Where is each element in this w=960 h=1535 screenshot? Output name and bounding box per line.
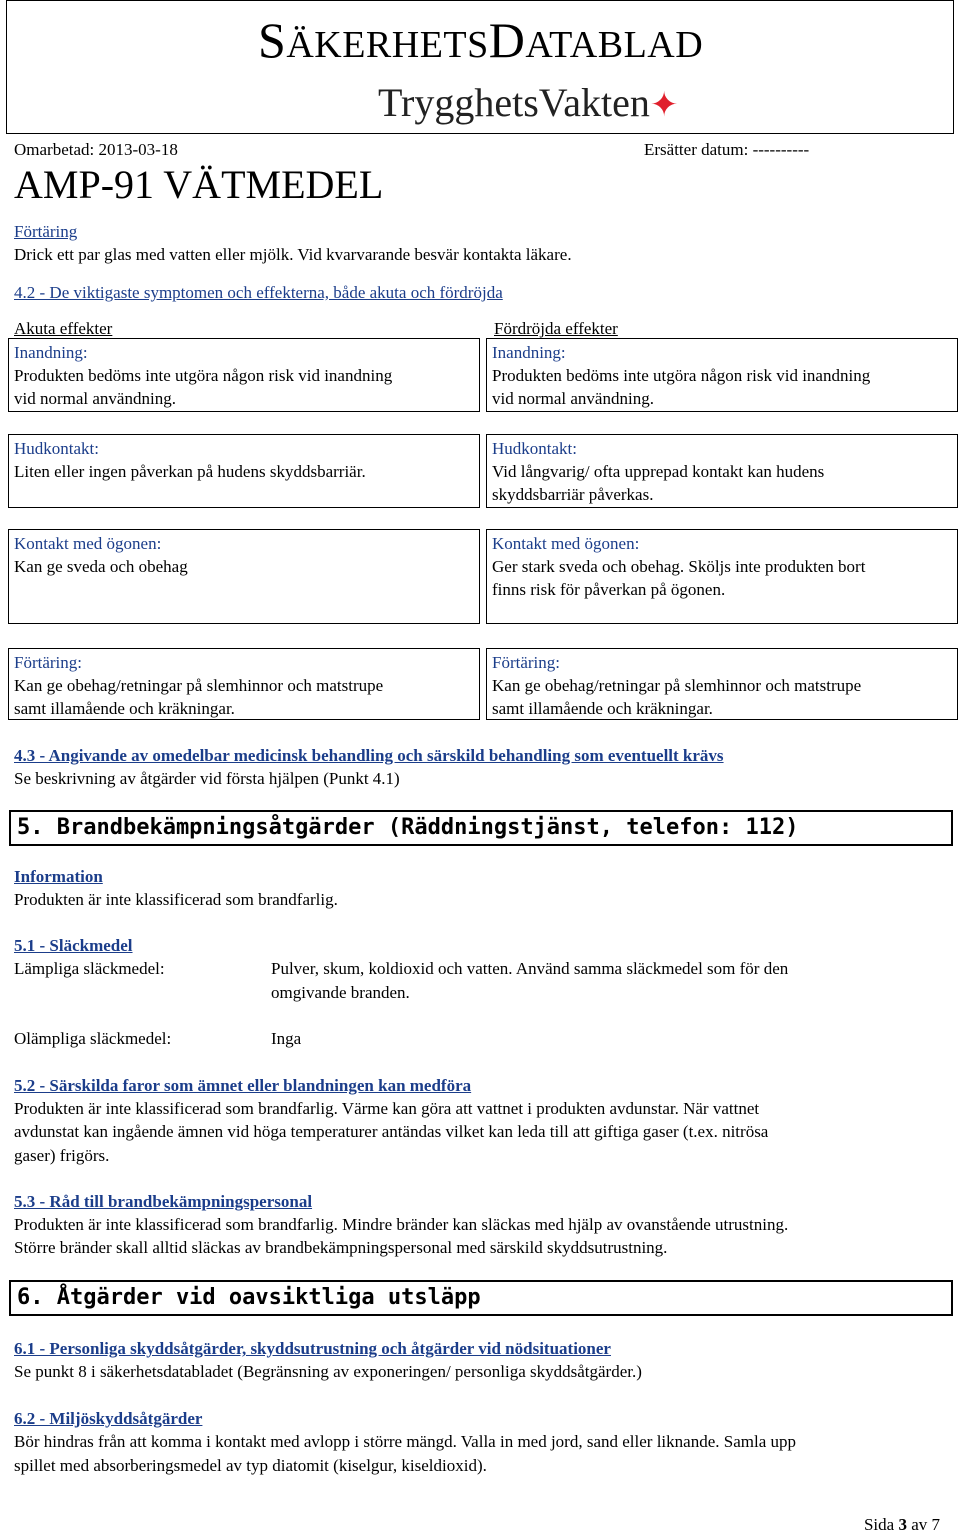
section-6-1-text: Se punkt 8 i säkerhetsdatabladet (Begränsning av exponeringen/ personliga skyddsåtgärder.)	[14, 1362, 642, 1381]
delayed-inhalation-text2: vid normal användning.	[492, 389, 654, 408]
section-6-bar: 6. Åtgärder vid oavsiktliga utsläpp	[9, 1280, 953, 1316]
info-text: Produkten är inte klassificerad som brandfarlig.	[14, 890, 338, 909]
page-number: Sida 3 av 7	[863, 1515, 940, 1534]
star-icon: ✦	[649, 87, 679, 124]
delayed-skin-text1: Vid långvarig/ ofta upprepad kontakt kan hudens	[492, 462, 825, 481]
section-4-3-text: Se beskrivning av åtgärder vid första hjälpen (Punkt 4.1)	[14, 769, 400, 788]
delayed-skin-label: Hudkontakt:	[492, 439, 577, 458]
acute-ingestion-label: Förtäring:	[14, 653, 82, 672]
replaces-date: Ersätter datum: ----------	[644, 140, 810, 159]
acute-inhalation-text1: Produkten bedöms inte utgöra någon risk vid inandning	[14, 366, 393, 385]
section-5-1-heading: 5.1 - Släckmedel	[14, 936, 133, 955]
delayed-skin-text2: skyddsbarriär påverkas.	[492, 485, 654, 504]
acute-inhalation-text2: vid normal användning.	[14, 389, 176, 408]
delayed-ingestion-label: Förtäring:	[492, 653, 560, 672]
delayed-ingestion-text2: samt illamående och kräkningar.	[492, 699, 713, 718]
acute-inhalation-box	[8, 338, 480, 412]
section-6-1-heading: 6.1 - Personliga skyddsåtgärder, skyddsutrustning och åtgärder vid nödsituationer	[14, 1339, 611, 1358]
section-5-2-text1: Produkten är inte klassificerad som brandfarlig. Värme kan göra att vattnet i produkten avdunstar. När vattnet	[14, 1099, 760, 1118]
suitable-extinguisher-text2: omgivande branden.	[271, 983, 410, 1002]
acute-skin-label: Hudkontakt:	[14, 439, 99, 458]
document-title: SÄKERHETSDATABLAD	[258, 12, 704, 68]
section-5-2-text3: gaser) frigörs.	[14, 1146, 110, 1165]
delayed-eye-text2: finns risk för påverkan på ögonen.	[492, 580, 726, 599]
delayed-inhalation-text1: Produkten bedöms inte utgöra någon risk vid inandning	[492, 366, 871, 385]
section-5-2-text2: avdunstat kan ingående ämnen vid höga temperaturer antändas vilket kan leda till att giftiga gaser (t.ex. nitrösa	[14, 1122, 769, 1141]
suitable-extinguisher-text1: Pulver, skum, koldioxid och vatten. Använd samma släckmedel som för den	[271, 959, 789, 978]
brand-logo: TrygghetsVakten✦	[378, 80, 679, 125]
section-4-2-heading: 4.2 - De viktigaste symptomen och effekterna, både akuta och fördröjda	[14, 283, 503, 302]
section-6-2-text1: Bör hindras från att komma i kontakt med avlopp i större mängd. Valla in med jord, sand eller liknande. Samla upp	[14, 1432, 796, 1451]
section-5-3-text2: Större bränder skall alltid släckas av brandbekämpningspersonal med särskild skyddsutrustning.	[14, 1238, 668, 1257]
delayed-eye-text1: Ger stark sveda och obehag. Sköljs inte produkten bort	[492, 557, 866, 576]
section-5-3-text1: Produkten är inte klassificerad som brandfarlig. Mindre bränder kan släckas med hjälp av ovanstående utrustning.	[14, 1215, 789, 1234]
delayed-effects-heading: Fördröjda effekter	[494, 319, 618, 338]
acute-ingestion-box	[8, 648, 480, 720]
section-6-2-text2: spillet med absorberingsmedel av typ diatomit (kiselgur, kiseldioxid).	[14, 1456, 487, 1475]
delayed-inhalation-label: Inandning:	[492, 343, 566, 362]
delayed-inhalation-box	[486, 338, 958, 412]
unsuitable-extinguisher-label: Olämpliga släckmedel:	[14, 1029, 172, 1048]
delayed-eye-label: Kontakt med ögonen:	[492, 534, 640, 553]
section-5-3-heading: 5.3 - Råd till brandbekämpningspersonal	[14, 1192, 313, 1211]
unsuitable-extinguisher-text: Inga	[271, 1029, 302, 1048]
section-6-2-heading: 6.2 - Miljöskyddsåtgärder	[14, 1409, 203, 1428]
delayed-eye-box	[486, 529, 958, 624]
ingestion-text: Drick ett par glas med vatten eller mjölk. Vid kvarvarande besvär kontakta läkare.	[14, 245, 572, 264]
acute-skin-text1: Liten eller ingen påverkan på hudens skyddsbarriär.	[14, 462, 366, 481]
acute-eye-box	[8, 529, 480, 624]
acute-eye-label: Kontakt med ögonen:	[14, 534, 162, 553]
acute-inhalation-label: Inandning:	[14, 343, 88, 362]
acute-skin-box	[8, 434, 480, 508]
section-4-3-heading: 4.3 - Angivande av omedelbar medicinsk behandling och särskild behandling som eventuellt krävs	[14, 746, 724, 765]
delayed-ingestion-text1: Kan ge obehag/retningar på slemhinnor och matstrupe	[492, 676, 862, 695]
delayed-ingestion-box	[486, 648, 958, 720]
acute-ingestion-text1: Kan ge obehag/retningar på slemhinnor och matstrupe	[14, 676, 384, 695]
info-heading: Information	[14, 867, 103, 886]
acute-ingestion-text2: samt illamående och kräkningar.	[14, 699, 235, 718]
suitable-extinguisher-label: Lämpliga släckmedel:	[14, 959, 165, 978]
section-5-2-heading: 5.2 - Särskilda faror som ämnet eller blandningen kan medföra	[14, 1076, 472, 1095]
ingestion-heading: Förtäring	[14, 222, 78, 241]
revised-date: Omarbetad: 2013-03-18	[14, 140, 178, 159]
product-name: AMP-91 VÄTMEDEL	[14, 162, 384, 207]
section-5-bar: 5. Brandbekämpningsåtgärder (Räddningstjänst, telefon: 112)	[9, 810, 953, 846]
acute-eye-text1: Kan ge sveda och obehag	[14, 557, 188, 576]
acute-effects-heading: Akuta effekter	[14, 319, 113, 338]
delayed-skin-box	[486, 434, 958, 508]
